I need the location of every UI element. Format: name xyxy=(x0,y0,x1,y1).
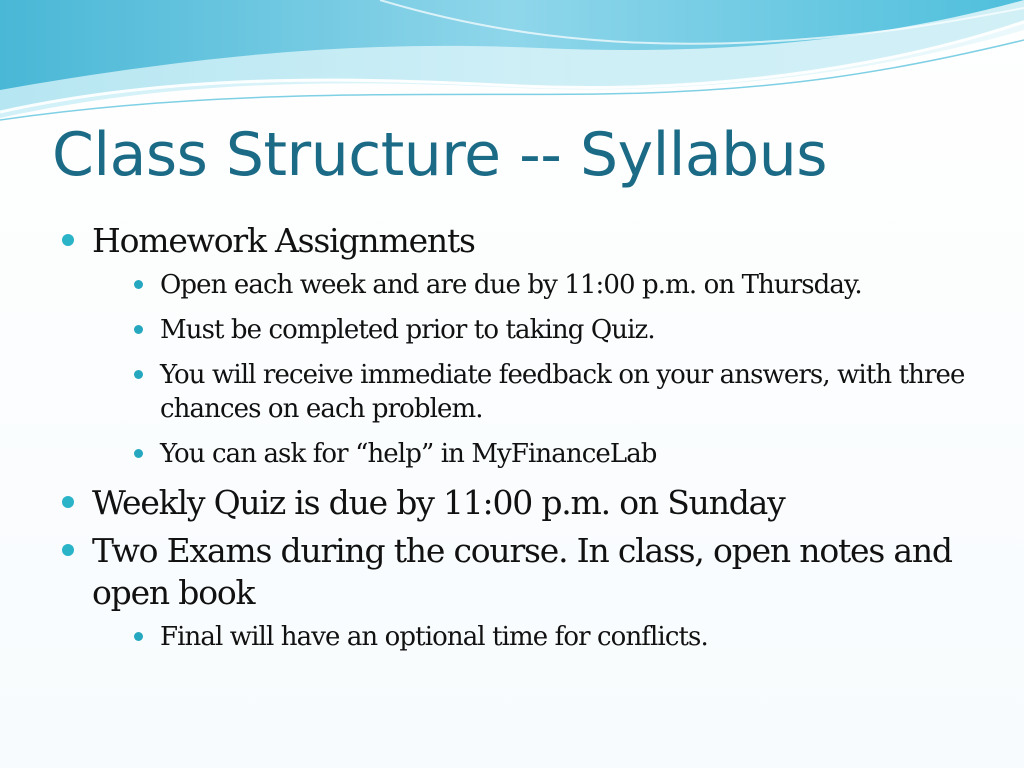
bullet-text: Weekly Quiz is due by 11:00 p.m. on Sunday xyxy=(92,483,785,522)
slide-title: Class Structure -- Syllabus xyxy=(52,120,828,190)
bullet-dot-icon xyxy=(134,280,143,289)
bullet-dot-icon xyxy=(134,449,143,458)
bullet-weekly-quiz xyxy=(62,482,982,524)
sub-bullet-item xyxy=(134,268,982,302)
sub-bullet-text: You can ask for “help” in MyFinanceLab xyxy=(160,439,657,469)
bullet-dot-icon xyxy=(134,325,143,334)
bullet-text: Homework Assignments xyxy=(92,221,475,260)
bullet-exams xyxy=(62,530,982,654)
sub-bullet-text: Open each week and are due by 11:00 p.m. on Thursday. xyxy=(160,270,862,300)
bullet-list xyxy=(62,220,982,665)
sub-bullet-item xyxy=(134,313,982,347)
bullet-text: Two Exams during the course. In class, open notes and open book xyxy=(92,531,952,612)
bullet-dot-icon xyxy=(134,370,143,379)
bullet-dot-icon xyxy=(134,632,143,641)
sub-bullet-text: Must be completed prior to taking Quiz. xyxy=(160,315,655,345)
bullet-dot-icon xyxy=(62,496,74,508)
bullet-dot-icon xyxy=(62,544,74,556)
sub-bullet-item xyxy=(134,620,982,654)
sub-bullet-list xyxy=(92,620,982,654)
sub-bullet-item xyxy=(134,437,982,471)
sub-bullet-list xyxy=(92,268,982,471)
sub-bullet-text: Final will have an optional time for conflicts. xyxy=(160,622,708,652)
sub-bullet-text: You will receive immediate feedback on your answers, with three chances on each problem. xyxy=(160,360,965,424)
bullet-dot-icon xyxy=(62,234,74,246)
header-wave-decoration xyxy=(0,0,1024,130)
sub-bullet-item xyxy=(134,358,982,426)
bullet-homework xyxy=(62,220,982,471)
